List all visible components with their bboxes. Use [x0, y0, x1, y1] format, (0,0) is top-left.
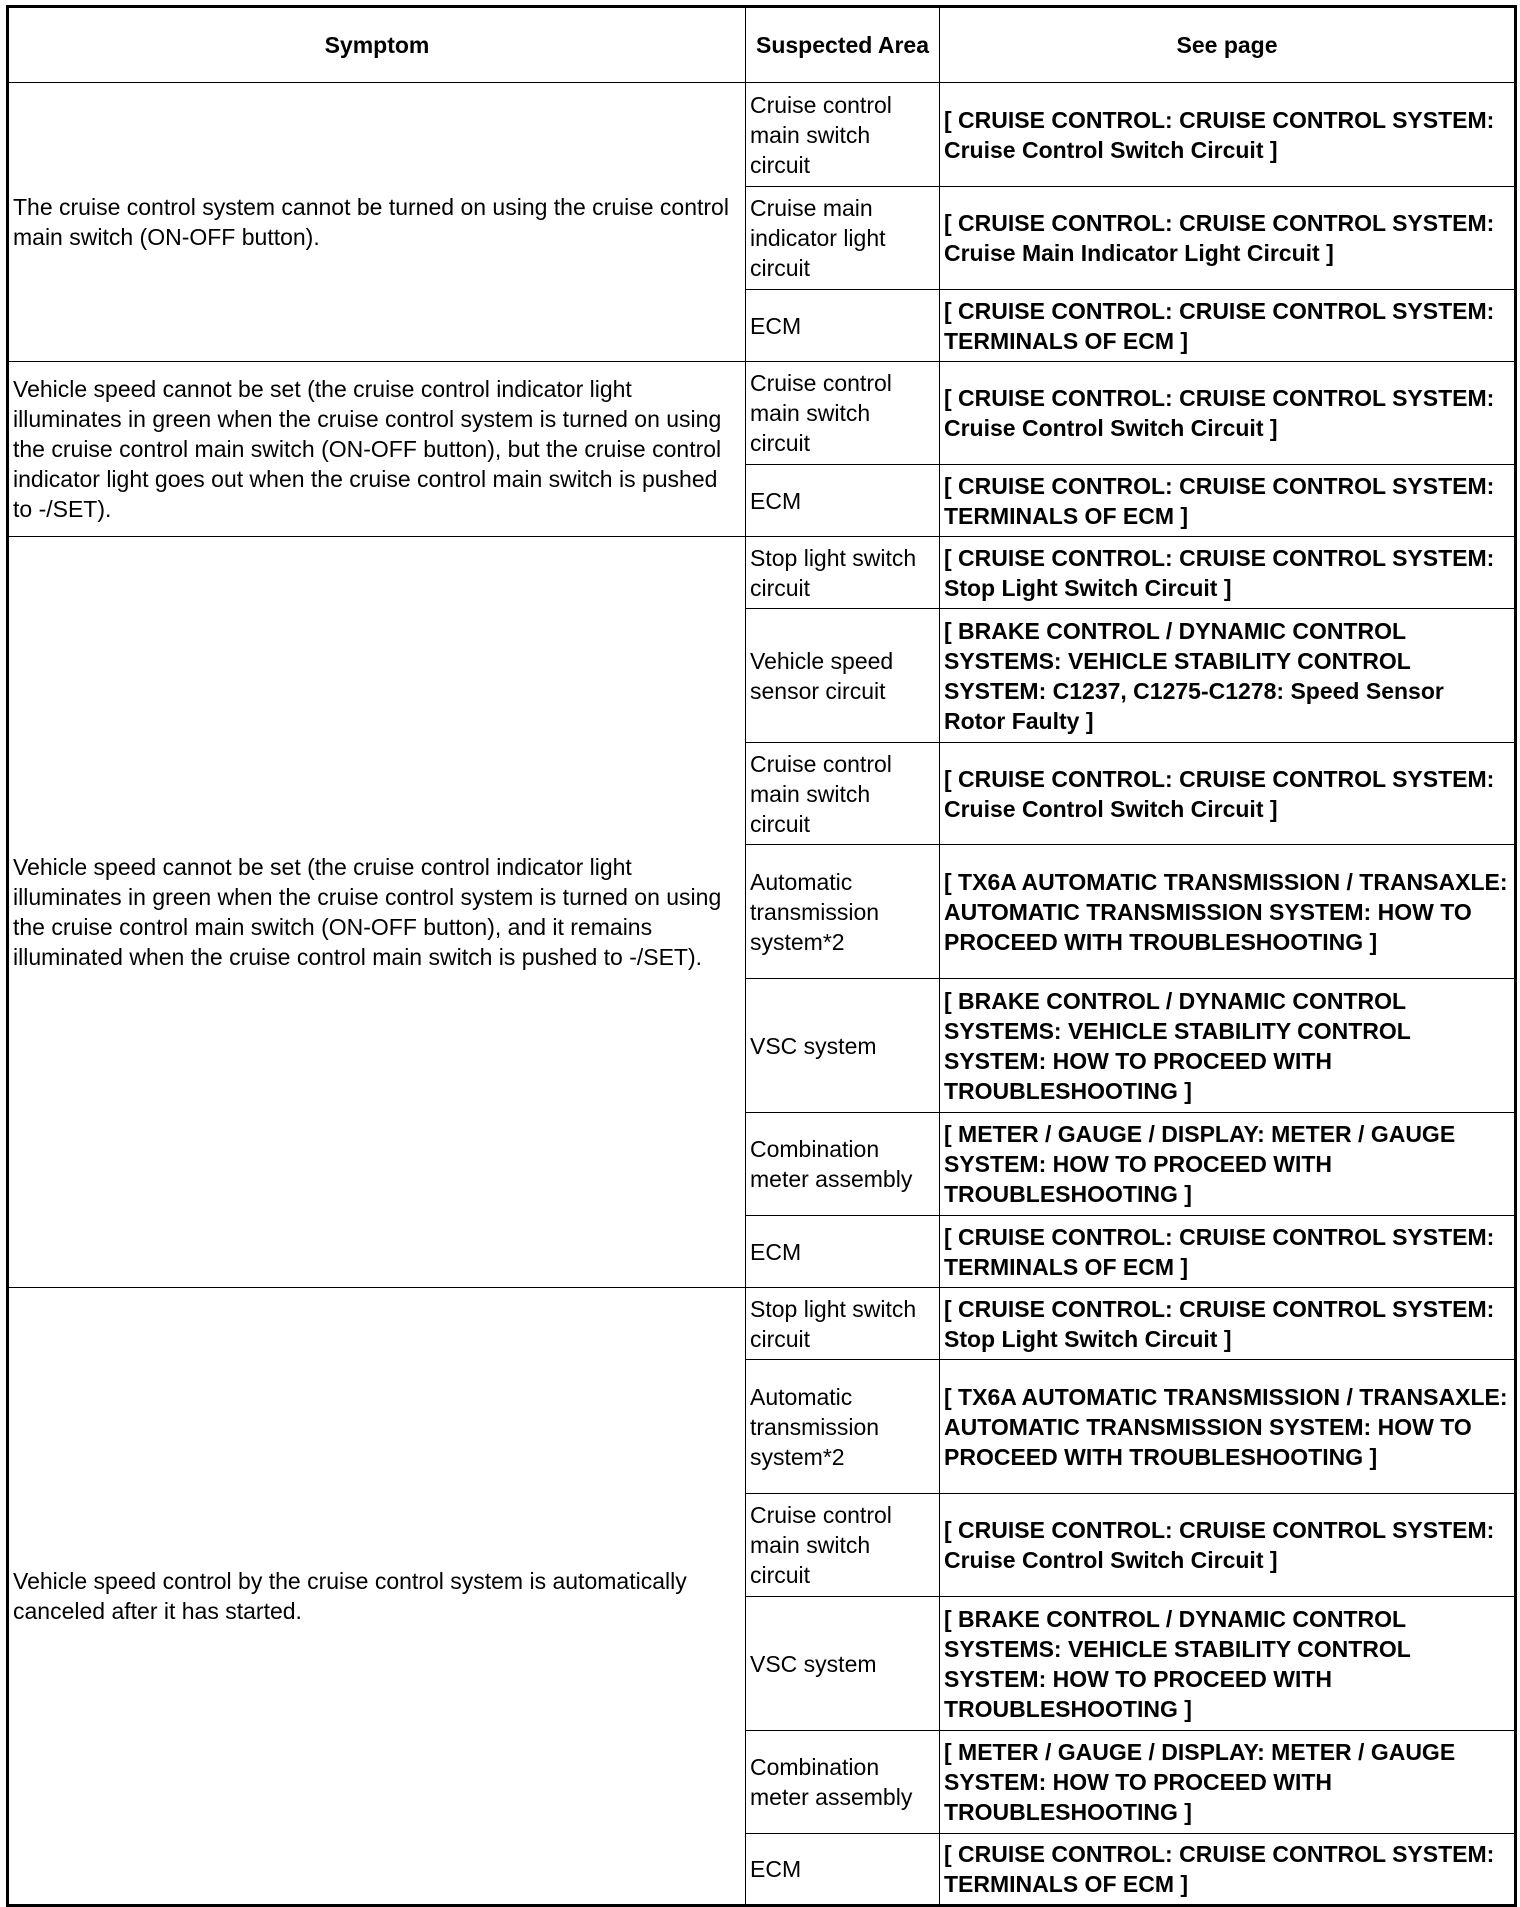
suspected-area-cell: ECM [746, 290, 940, 362]
suspected-area-cell: Automatic transmission system*2 [746, 1360, 940, 1494]
see-page-link[interactable]: [ TX6A AUTOMATIC TRANSMISSION / TRANSAXLE: AUTOMATIC TRANSMISSION SYSTEM: HOW TO PROCEED WITH TROUBLESHOOTING ] [940, 1360, 1516, 1494]
see-page-link[interactable]: [ CRUISE CONTROL: CRUISE CONTROL SYSTEM: Cruise Control Switch Circuit ] [940, 83, 1516, 187]
see-page-link[interactable]: [ CRUISE CONTROL: CRUISE CONTROL SYSTEM: TERMINALS OF ECM ] [940, 1216, 1516, 1288]
table-row [8, 1288, 1516, 1360]
see-page-link[interactable]: [ TX6A AUTOMATIC TRANSMISSION / TRANSAXLE: AUTOMATIC TRANSMISSION SYSTEM: HOW TO PROCEED WITH TROUBLESHOOTING ] [940, 845, 1516, 979]
suspected-area-cell: Combination meter assembly [746, 1731, 940, 1834]
see-page-link[interactable]: [ BRAKE CONTROL / DYNAMIC CONTROL SYSTEMS: VEHICLE STABILITY CONTROL SYSTEM: C1237, C1275-C1278: Speed Sensor Rotor Faulty ] [940, 609, 1516, 743]
suspected-area-cell: Cruise control main switch circuit [746, 743, 940, 845]
header-suspected-area: Suspected Area [746, 7, 940, 83]
see-page-link[interactable]: [ BRAKE CONTROL / DYNAMIC CONTROL SYSTEMS: VEHICLE STABILITY CONTROL SYSTEM: HOW TO PROCEED WITH TROUBLESHOOTING ] [940, 979, 1516, 1113]
suspected-area-cell: Stop light switch circuit [746, 537, 940, 609]
suspected-area-cell: VSC system [746, 1597, 940, 1731]
suspected-area-cell: Cruise control main switch circuit [746, 83, 940, 187]
suspected-area-cell: ECM [746, 465, 940, 537]
suspected-area-cell: Vehicle speed sensor circuit [746, 609, 940, 743]
table-row [8, 83, 1516, 187]
header-row [8, 7, 1516, 83]
symptom-cell: Vehicle speed control by the cruise control system is automatically canceled after it has started. [8, 1288, 746, 1906]
see-page-link[interactable]: [ CRUISE CONTROL: CRUISE CONTROL SYSTEM: TERMINALS OF ECM ] [940, 1834, 1516, 1906]
see-page-link[interactable]: [ CRUISE CONTROL: CRUISE CONTROL SYSTEM: Cruise Main Indicator Light Circuit ] [940, 187, 1516, 290]
suspected-area-cell: Stop light switch circuit [746, 1288, 940, 1360]
document-page [6, 5, 1514, 1897]
header-see-page: See page [940, 7, 1516, 83]
see-page-link[interactable]: [ BRAKE CONTROL / DYNAMIC CONTROL SYSTEMS: VEHICLE STABILITY CONTROL SYSTEM: HOW TO PROCEED WITH TROUBLESHOOTING ] [940, 1597, 1516, 1731]
see-page-link[interactable]: [ CRUISE CONTROL: CRUISE CONTROL SYSTEM: Stop Light Switch Circuit ] [940, 537, 1516, 609]
see-page-link[interactable]: [ CRUISE CONTROL: CRUISE CONTROL SYSTEM: TERMINALS OF ECM ] [940, 465, 1516, 537]
suspected-area-cell: ECM [746, 1216, 940, 1288]
see-page-link[interactable]: [ CRUISE CONTROL: CRUISE CONTROL SYSTEM: Stop Light Switch Circuit ] [940, 1288, 1516, 1360]
see-page-link[interactable]: [ CRUISE CONTROL: CRUISE CONTROL SYSTEM: Cruise Control Switch Circuit ] [940, 362, 1516, 465]
symptom-cell: Vehicle speed cannot be set (the cruise control indicator light illuminates in green when the cruise control system is turned on using the cruise control main switch (ON-OFF button), but the cruise control indicator light goes out when the cruise control main switch is pushed to -/SET). [8, 362, 746, 537]
see-page-link[interactable]: [ CRUISE CONTROL: CRUISE CONTROL SYSTEM: Cruise Control Switch Circuit ] [940, 1494, 1516, 1597]
see-page-link[interactable]: [ CRUISE CONTROL: CRUISE CONTROL SYSTEM: TERMINALS OF ECM ] [940, 290, 1516, 362]
suspected-area-cell: Combination meter assembly [746, 1113, 940, 1216]
suspected-area-cell: Cruise control main switch circuit [746, 362, 940, 465]
suspected-area-cell: Cruise control main switch circuit [746, 1494, 940, 1597]
symptom-cell: Vehicle speed cannot be set (the cruise control indicator light illuminates in green when the cruise control system is turned on using the cruise control main switch (ON-OFF button), and it remains illuminated when the cruise control main switch is pushed to -/SET). [8, 537, 746, 1288]
see-page-link[interactable]: [ CRUISE CONTROL: CRUISE CONTROL SYSTEM: Cruise Control Switch Circuit ] [940, 743, 1516, 845]
suspected-area-cell: ECM [746, 1834, 940, 1906]
see-page-link[interactable]: [ METER / GAUGE / DISPLAY: METER / GAUGE SYSTEM: HOW TO PROCEED WITH TROUBLESHOOTING ] [940, 1113, 1516, 1216]
symptom-table [6, 5, 1517, 1907]
suspected-area-cell: VSC system [746, 979, 940, 1113]
suspected-area-cell: Cruise main indicator light circuit [746, 187, 940, 290]
suspected-area-cell: Automatic transmission system*2 [746, 845, 940, 979]
header-symptom: Symptom [8, 7, 746, 83]
table-row [8, 362, 1516, 465]
see-page-link[interactable]: [ METER / GAUGE / DISPLAY: METER / GAUGE SYSTEM: HOW TO PROCEED WITH TROUBLESHOOTING ] [940, 1731, 1516, 1834]
symptom-cell: The cruise control system cannot be turned on using the cruise control main switch (ON-OFF button). [8, 83, 746, 362]
table-row [8, 537, 1516, 609]
